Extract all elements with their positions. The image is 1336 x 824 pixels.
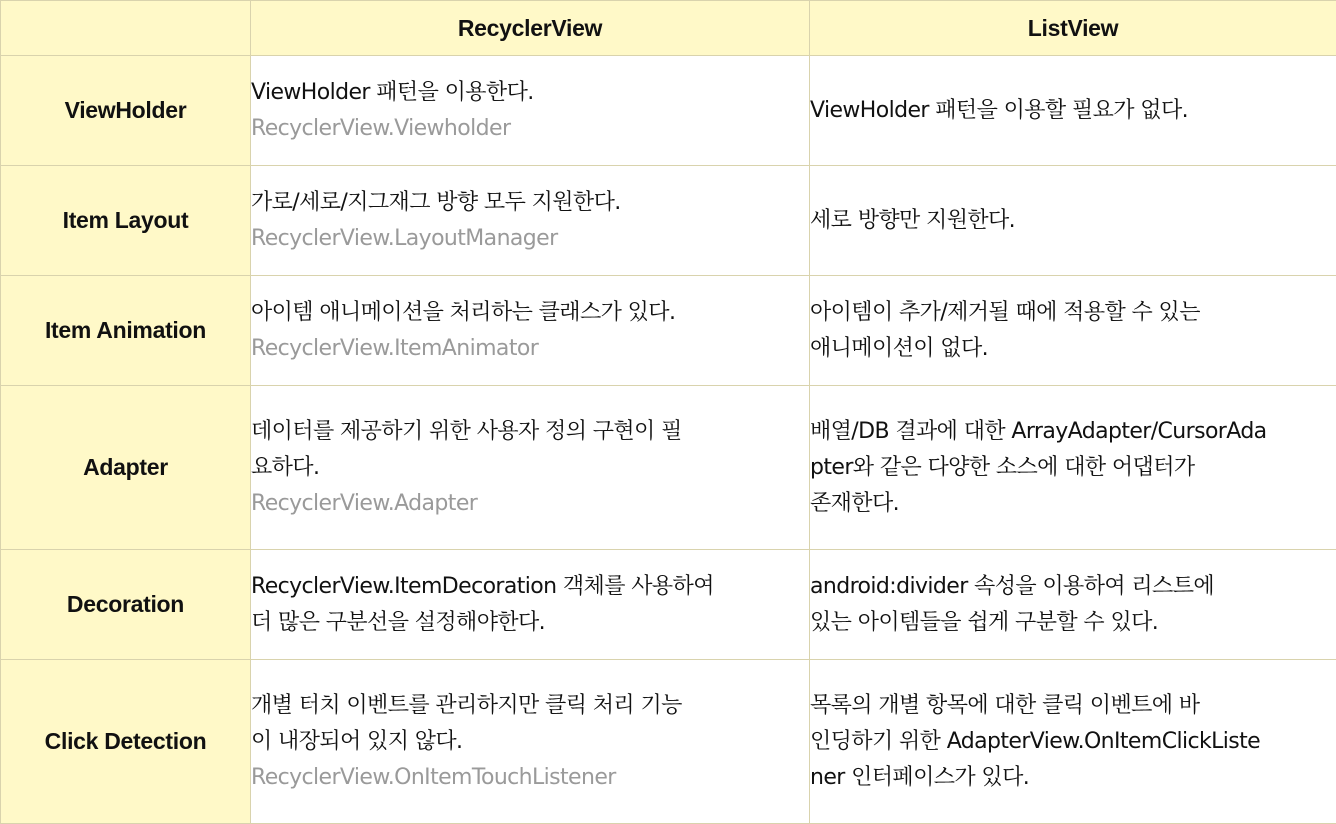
recyclerview-class: RecyclerView.ItemAnimator <box>251 331 809 367</box>
recyclerview-class: RecyclerView.Viewholder <box>251 111 809 147</box>
table-row <box>1 276 1336 386</box>
listview-text: 존재한다. <box>810 486 1336 522</box>
header-recyclerview: RecyclerView <box>251 1 810 56</box>
recyclerview-text: 개별 터치 이벤트를 관리하지만 클릭 처리 기능 <box>251 688 809 724</box>
listview-cell <box>810 56 1336 166</box>
listview-text: 있는 아이템들을 쉽게 구분할 수 있다. <box>810 605 1336 641</box>
listview-text: 인딩하기 위한 AdapterView.OnItemClickListe <box>810 724 1336 760</box>
listview-text: 세로 방향만 지원한다. <box>810 203 1336 239</box>
listview-text: 배열/DB 결과에 대한 ArrayAdapter/CursorAda <box>810 414 1336 450</box>
listview-cell <box>810 276 1336 386</box>
listview-text: ViewHolder 패턴을 이용할 필요가 없다. <box>810 93 1336 129</box>
listview-text: 애니메이션이 없다. <box>810 331 1336 367</box>
recyclerview-text: ViewHolder 패턴을 이용한다. <box>251 75 809 111</box>
row-label: Click Detection <box>1 660 251 824</box>
recyclerview-text: 요하다. <box>251 450 809 486</box>
header-listview: ListView <box>810 1 1336 56</box>
table-row <box>1 550 1336 660</box>
table-row <box>1 166 1336 276</box>
table-row <box>1 386 1336 550</box>
header-corner <box>1 1 251 56</box>
listview-text: ner 인터페이스가 있다. <box>810 760 1336 796</box>
listview-cell <box>810 386 1336 550</box>
listview-text: 목록의 개별 항목에 대한 클릭 이벤트에 바 <box>810 688 1336 724</box>
recyclerview-text: 데이터를 제공하기 위한 사용자 정의 구현이 필 <box>251 414 809 450</box>
recyclerview-cell <box>251 56 810 166</box>
recyclerview-cell <box>251 660 810 824</box>
table-row <box>1 56 1336 166</box>
recyclerview-text: RecyclerView.ItemDecoration 객체를 사용하여 <box>251 569 809 605</box>
recyclerview-class: RecyclerView.LayoutManager <box>251 221 809 257</box>
recyclerview-class: RecyclerView.OnItemTouchListener <box>251 760 809 796</box>
listview-cell <box>810 660 1336 824</box>
recyclerview-cell <box>251 550 810 660</box>
row-label: Decoration <box>1 550 251 660</box>
recyclerview-text: 이 내장되어 있지 않다. <box>251 724 809 760</box>
row-label: Item Animation <box>1 276 251 386</box>
row-label: Adapter <box>1 386 251 550</box>
row-label: Item Layout <box>1 166 251 276</box>
recyclerview-cell <box>251 386 810 550</box>
recyclerview-text: 아이템 애니메이션을 처리하는 클래스가 있다. <box>251 295 809 331</box>
listview-text: 아이템이 추가/제거될 때에 적용할 수 있는 <box>810 295 1336 331</box>
row-label: ViewHolder <box>1 56 251 166</box>
recyclerview-text: 더 많은 구분선을 설정해야한다. <box>251 605 809 641</box>
recyclerview-class: RecyclerView.Adapter <box>251 486 809 522</box>
table-header-row <box>1 1 1336 56</box>
listview-cell <box>810 166 1336 276</box>
recyclerview-text: 가로/세로/지그재그 방향 모두 지원한다. <box>251 185 809 221</box>
recyclerview-cell <box>251 166 810 276</box>
listview-cell <box>810 550 1336 660</box>
table-row <box>1 660 1336 824</box>
recyclerview-cell <box>251 276 810 386</box>
listview-text: pter와 같은 다양한 소스에 대한 어댑터가 <box>810 450 1336 486</box>
listview-text: android:divider 속성을 이용하여 리스트에 <box>810 569 1336 605</box>
